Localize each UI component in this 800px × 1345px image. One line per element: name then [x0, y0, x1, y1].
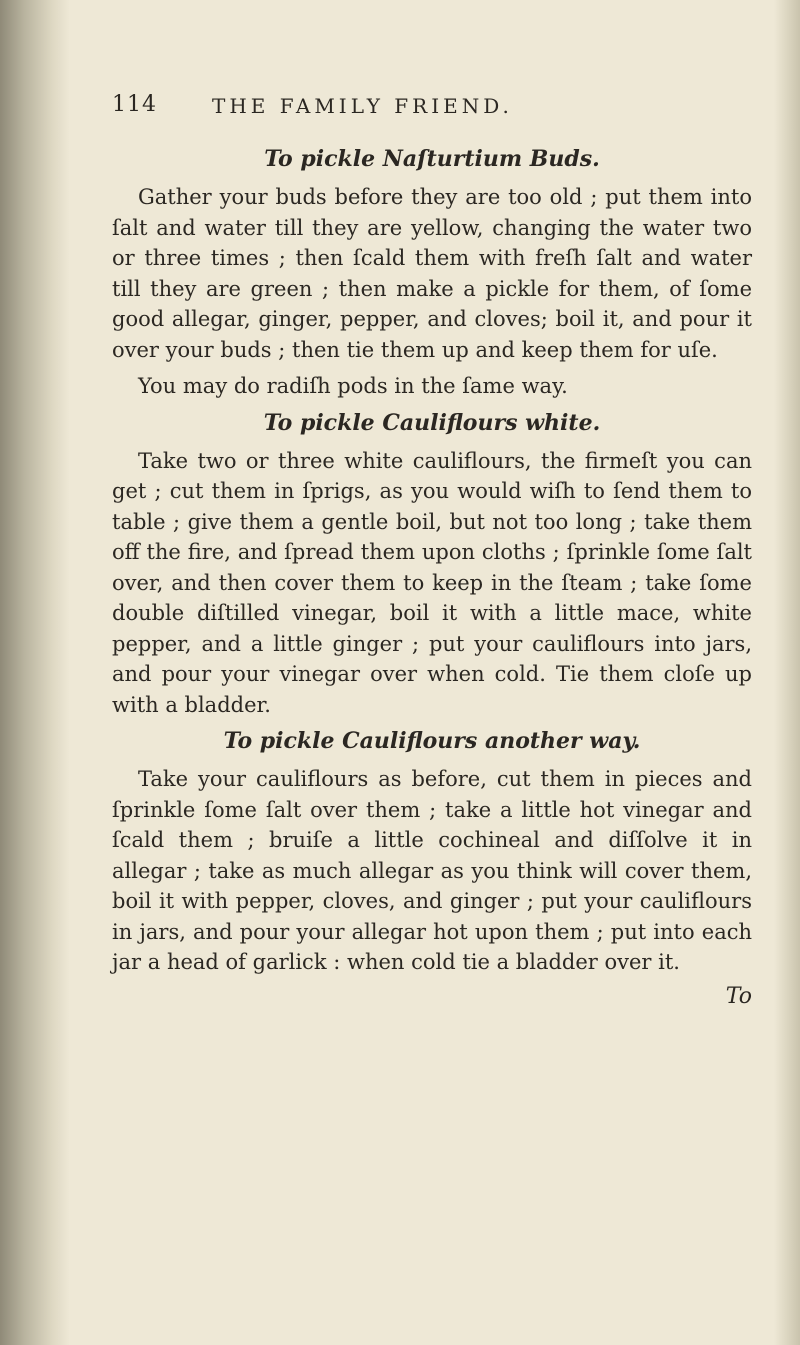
running-title: THE FAMILY FRIEND.: [212, 94, 513, 118]
recipe-heading: To pickle Naſturtium Buds.: [264, 146, 600, 172]
catchword: To: [725, 983, 752, 1009]
recipe-heading: To pickle Cauliflours white.: [263, 409, 601, 436]
recipe-cauliflours-white: [112, 408, 752, 721]
page-edge-shadow: [774, 0, 800, 1345]
recipe-paragraph: Gather your buds before they are too old ; put them into ſalt and water till they are yellow, changing the water two or three times ; then ſcald them with freſh ſalt and water till they are green ; then make a pickle for them, of ſome good allegar, ginger, pepper, and cloves; boil it, and pour it over your buds ; then tie them up and keep them for uſe.: [112, 185, 752, 362]
book-page: [112, 92, 752, 1009]
recipe-cauliflours-another-way: [112, 726, 752, 978]
binding-shadow: [0, 0, 70, 1345]
recipe-nasturtium: [112, 144, 752, 402]
recipe-heading: To pickle Cauliflours another way.: [223, 728, 641, 754]
recipe-paragraph: Take your cauliflours as before, cut them in pieces and ſprinkle ſome ſalt over them ; take a little hot vinegar and ſcald them ; bruiſe a little cochineal and diſſolve it in allegar ; take as much allegar as you think will cover them, boil it with pepper, cloves, and ginger ; put your cauliflours in jars, and pour your allegar hot upon them ; put into each jar a head of garlick : when cold tie a bladder over it.: [112, 767, 752, 974]
recipe-paragraph: You may do radiſh pods in the ſame way.: [138, 374, 568, 398]
recipe-paragraph: Take two or three white cauliflours, the firmeſt you can get ; cut them in ſprigs, as you would wiſh to ſend them to table ; give them a gentle boil, but not too long ; take them off the fire, and ſpread them upon cloths ; ſprinkle ſome ſalt over, and then cover them to keep in the ſteam ; take ſome double diſtilled vinegar, boil it with a little mace, white pepper, and a little ginger ; put your cauliflours into jars, and pour your vinegar over when cold. Tie them cloſe up with a bladder.: [112, 448, 752, 717]
running-head: [112, 92, 752, 132]
page-number: 114: [112, 92, 157, 117]
